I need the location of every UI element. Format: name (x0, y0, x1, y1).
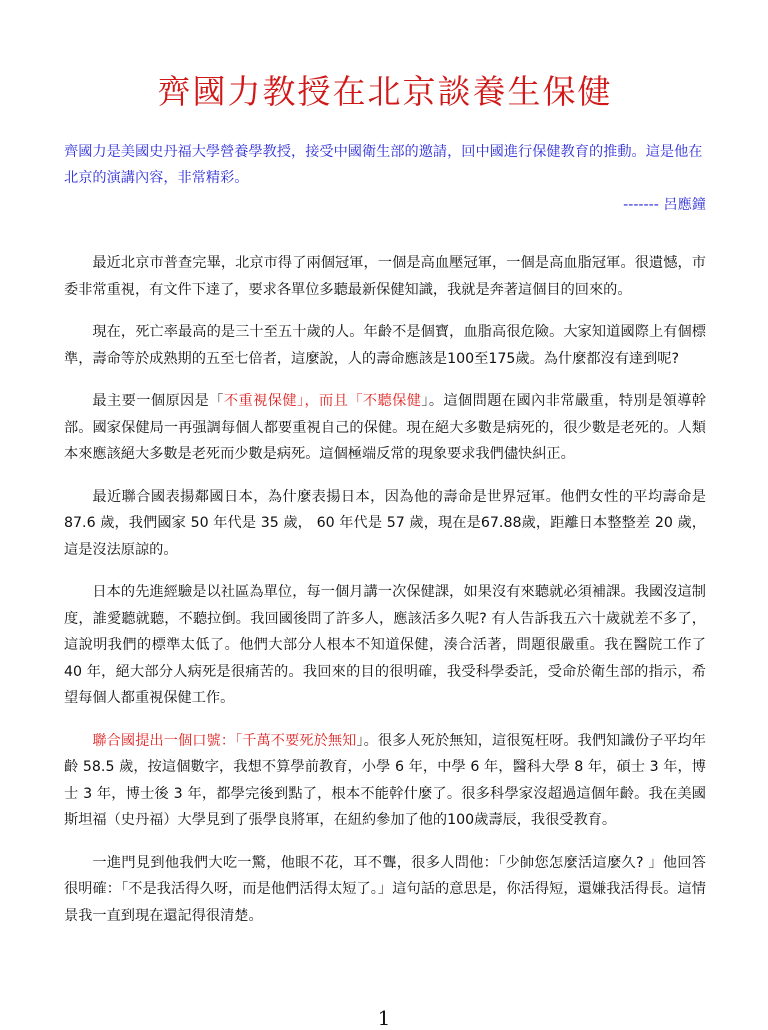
paragraph-6-highlight: 聯合國提出一個口號：「千萬不要死於無知 (92, 732, 357, 749)
paragraph-4: 最近聯合國表揚鄰國日本，為什麼表揚日本，因為他的壽命是世界冠軍。他們女性的平均壽命是 87.6 歲，我們國家 50 年代是 35 歲， 60 年代是 57 歲，現在是67.88歲，距離日本整整差 20 歲，這是沒法原諒的。 (64, 488, 706, 558)
paragraph-3-rest: 」。這個問題在國內非常嚴重，特別是領導幹部。國家保健局一再强調每個人都要重視自己的保健。現在絕大多數是病死的，很少數是老死的。人類本來應該絕大多數是老死而少數是病死。這個極端反常的現象要求我們儘快糾正。 (64, 393, 706, 462)
author-signature: ------- 呂應鐘 (623, 197, 706, 213)
intro-paragraph: 齊國力是美國史丹福大學營養學教授，接受中國衛生部的邀請，回中國進行保健教育的推動。這是他在北京的演講內容，非常精彩。 (64, 144, 703, 186)
paragraph-3-lead: 最主要一個原因是「 (92, 393, 224, 409)
article-body (64, 250, 706, 929)
paragraph-1: 最近北京市普查完畢，北京市得了兩個冠軍，一個是高血壓冠軍，一個是高血脂冠軍。很遺憾，市委非常重視，有文件下達了，要求各單位多聽最新保健知識，我就是奔著這個目的回來的。 (64, 255, 706, 298)
paragraph-6 (64, 728, 706, 834)
paragraph-3 (64, 388, 706, 468)
paragraph-7: 一進門見到他我們大吃一驚，他眼不花，耳不聾，很多人問他：「少帥您怎麼活這麼久? 」他回答很明確：「不是我活得久呀，而是他們活得太短了。」這句話的意思是，你活得短，還嫌我活得長。這情景我一直到現在還記得很清楚。 (64, 854, 706, 924)
page-title: 齊國力教授在北京談養生保健 (157, 72, 613, 111)
page-number: 1 (377, 1006, 391, 1030)
paragraph-3-highlight: 不重視保健」，而且「不聽保健 (223, 393, 422, 409)
paragraph-5: 日本的先進經驗是以社區為單位，每一個月講一次保健課，如果沒有來聽就必須補課。我國沒這制度，誰愛聽就聽，不聽拉倒。我回國後問了許多人，應該活多久呢? 有人告訴我五六十歲就差不多了，這說明我們的標準太低了。他們大部分人根本不知道保健，湊合活著，問題很嚴重。我在醫院工作了 40 年，絕大部分人病死是很痛苦的。我回來的目的很明確，我受科學委託，受命於衛生部的指示，希望每個人都重視保健工作。 (64, 584, 706, 706)
paragraph-2: 現在，死亡率最高的是三十至五十歲的人。年齡不是個寶，血脂高很危險。大家知道國際上有個標準，壽命等於成熟期的五至七倍者，這麼說，人的壽命應該是100至175歲。為什麼都沒有達到呢? (64, 324, 706, 367)
paragraph-6-rest: 」。很多人死於無知，這很冤枉呀。我們知識份子平均年齡 58.5 歲，按這個數字，我想不算學前教育，小學 6 年，中學 6 年，醫科大學 8 年，碩士 3 年，博士 3 年，博士後 3 年，都學完後到點了，根本不能幹什麼了。很多科學家沒超過這個年齡。我在美國斯坦福（史丹福）大學見到了張學良將軍，在紐約參加了他的100歲壽辰，我很受教育。 (64, 732, 706, 828)
